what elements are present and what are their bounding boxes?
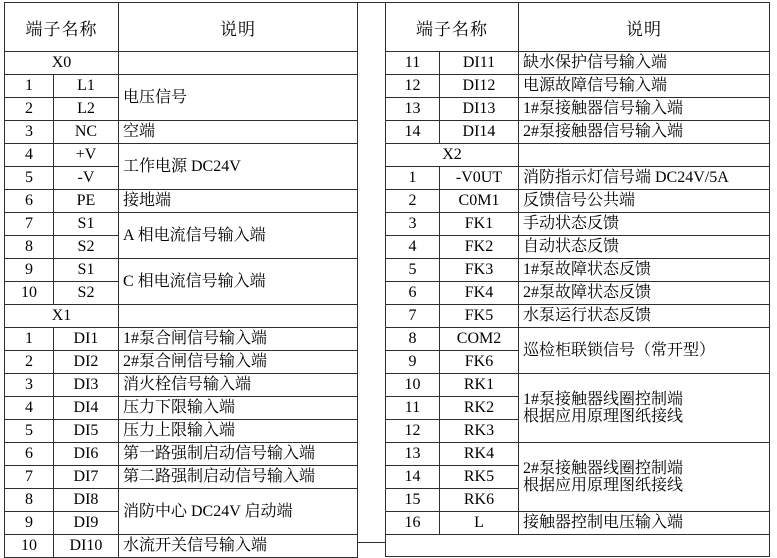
table-row xyxy=(5,75,358,98)
table-row xyxy=(5,121,358,144)
terminal-number: 8 xyxy=(5,489,54,512)
terminal-number: 4 xyxy=(5,144,54,167)
header-row xyxy=(386,3,770,52)
terminal-name: L2 xyxy=(54,98,119,121)
terminal-name: FK1 xyxy=(440,213,519,236)
table-row xyxy=(386,328,770,351)
terminal-name: DI6 xyxy=(54,443,119,466)
terminal-name: C0M1 xyxy=(440,190,519,213)
table-row xyxy=(5,190,358,213)
col-header-terminal-name: 端子名称 xyxy=(386,3,519,52)
terminal-name: DI3 xyxy=(54,374,119,397)
col-header-description: 说明 xyxy=(519,3,770,52)
terminal-description: 空端 xyxy=(119,121,358,144)
terminal-number: 3 xyxy=(5,374,54,397)
terminal-name: FK6 xyxy=(440,351,519,374)
terminal-name: L xyxy=(440,512,519,535)
terminal-number: 3 xyxy=(5,121,54,144)
terminal-description: 1#泵故障状态反馈 xyxy=(519,259,770,282)
section-row xyxy=(5,305,358,328)
terminal-name: DI11 xyxy=(440,52,519,75)
table-row xyxy=(386,121,770,144)
terminal-number: 4 xyxy=(5,397,54,420)
table-row xyxy=(5,443,358,466)
terminal-name: -V xyxy=(54,167,119,190)
terminal-number: 12 xyxy=(386,420,440,443)
terminal-name: DI9 xyxy=(54,512,119,535)
terminal-number: 9 xyxy=(386,351,440,374)
terminal-description: 1#泵接触器信号输入端 xyxy=(519,98,770,121)
terminal-name: DI7 xyxy=(54,466,119,489)
terminal-name: FK5 xyxy=(440,305,519,328)
empty-cell xyxy=(386,535,770,557)
terminal-description: 电压信号 xyxy=(119,75,358,121)
table-row xyxy=(5,374,358,397)
table-row xyxy=(386,305,770,328)
terminal-name: L1 xyxy=(54,75,119,98)
table-row xyxy=(386,512,770,535)
table-row xyxy=(386,374,770,397)
terminal-description: 电源故障信号输入端 xyxy=(519,75,770,98)
terminal-name: DI13 xyxy=(440,98,519,121)
terminal-description: C 相电流信号输入端 xyxy=(119,259,358,305)
section-row xyxy=(5,52,358,75)
terminal-name: DI8 xyxy=(54,489,119,512)
section-desc-empty xyxy=(519,144,770,167)
terminal-name: DI4 xyxy=(54,397,119,420)
table-row xyxy=(386,190,770,213)
section-label: X2 xyxy=(386,144,519,167)
terminal-name: NC xyxy=(54,121,119,144)
terminal-name: DI14 xyxy=(440,121,519,144)
table-row xyxy=(5,466,358,489)
terminal-name: S2 xyxy=(54,282,119,305)
table-row xyxy=(386,75,770,98)
table-row xyxy=(5,489,358,512)
terminal-number: 8 xyxy=(5,236,54,259)
terminal-number: 1 xyxy=(386,167,440,190)
terminal-description: 手动状态反馈 xyxy=(519,213,770,236)
section-desc-empty xyxy=(119,52,358,75)
terminal-number: 7 xyxy=(386,305,440,328)
section-label: X0 xyxy=(5,52,119,75)
terminal-number: 13 xyxy=(386,98,440,121)
terminal-table-left xyxy=(4,2,358,558)
section-row xyxy=(386,144,770,167)
terminal-name: RK4 xyxy=(440,443,519,466)
terminal-name: S1 xyxy=(54,213,119,236)
col-header-description: 说明 xyxy=(119,3,358,52)
table-row xyxy=(5,259,358,282)
terminal-description: 消防指示灯信号端 DC24V/5A xyxy=(519,167,770,190)
table-row xyxy=(386,213,770,236)
terminal-name: RK1 xyxy=(440,374,519,397)
terminal-name: RK6 xyxy=(440,489,519,512)
table-row xyxy=(386,167,770,190)
terminal-number: 6 xyxy=(386,282,440,305)
terminal-description: 1#泵接触器线圈控制端 根据应用原理图纸接线 xyxy=(519,374,770,443)
terminal-description: 水泵运行状态反馈 xyxy=(519,305,770,328)
terminal-description: 接地端 xyxy=(119,190,358,213)
terminal-number: 5 xyxy=(5,420,54,443)
terminal-description: 反馈信号公共端 xyxy=(519,190,770,213)
terminal-name: FK2 xyxy=(440,236,519,259)
terminal-description: 自动状态反馈 xyxy=(519,236,770,259)
terminal-number: 14 xyxy=(386,466,440,489)
terminal-number: 6 xyxy=(5,190,54,213)
terminal-name: -V0UT xyxy=(440,167,519,190)
terminal-number: 7 xyxy=(5,466,54,489)
terminal-name: DI2 xyxy=(54,351,119,374)
table-row xyxy=(386,236,770,259)
terminal-name: PE xyxy=(54,190,119,213)
terminal-name: DI12 xyxy=(440,75,519,98)
table-row xyxy=(5,351,358,374)
terminal-number: 12 xyxy=(386,75,440,98)
table-row xyxy=(386,443,770,466)
table-row xyxy=(5,213,358,236)
terminal-number: 6 xyxy=(5,443,54,466)
terminal-description: 接触器控制电压输入端 xyxy=(519,512,770,535)
terminal-number: 2 xyxy=(5,98,54,121)
terminal-number: 8 xyxy=(386,328,440,351)
terminal-description: 2#泵合闸信号输入端 xyxy=(119,351,358,374)
table-row xyxy=(5,144,358,167)
table-row xyxy=(5,420,358,443)
terminal-description: 压力上限输入端 xyxy=(119,420,358,443)
terminal-name: DI10 xyxy=(54,535,119,558)
table-gap-divider xyxy=(358,2,385,543)
terminal-number: 14 xyxy=(386,121,440,144)
section-label: X1 xyxy=(5,305,119,328)
terminal-number: 15 xyxy=(386,489,440,512)
terminal-name: RK2 xyxy=(440,397,519,420)
terminal-description: 第二路强制启动信号输入端 xyxy=(119,466,358,489)
terminal-description: 水流开关信号输入端 xyxy=(119,535,358,558)
terminal-description: 2#泵接触器线圈控制端 根据应用原理图纸接线 xyxy=(519,443,770,512)
terminal-description: 消火栓信号输入端 xyxy=(119,374,358,397)
table-row xyxy=(386,259,770,282)
empty-row xyxy=(386,535,770,557)
terminal-name: DI5 xyxy=(54,420,119,443)
terminal-description: 消防中心 DC24V 启动端 xyxy=(119,489,358,535)
terminal-number: 10 xyxy=(386,374,440,397)
table-row xyxy=(386,52,770,75)
terminal-number: 2 xyxy=(386,190,440,213)
terminal-number: 1 xyxy=(5,328,54,351)
terminal-number: 4 xyxy=(386,236,440,259)
table-row xyxy=(5,535,358,558)
terminal-number: 1 xyxy=(5,75,54,98)
terminal-number: 2 xyxy=(5,351,54,374)
terminal-number: 3 xyxy=(386,213,440,236)
terminal-description: 缺水保护信号输入端 xyxy=(519,52,770,75)
terminal-name: RK5 xyxy=(440,466,519,489)
terminal-name: S2 xyxy=(54,236,119,259)
terminal-description: 2#泵故障状态反馈 xyxy=(519,282,770,305)
terminal-table-right xyxy=(385,2,770,557)
terminal-number: 11 xyxy=(386,397,440,420)
terminal-number: 5 xyxy=(5,167,54,190)
terminal-number: 9 xyxy=(5,512,54,535)
table-row xyxy=(5,328,358,351)
table-row xyxy=(5,397,358,420)
terminal-name: FK3 xyxy=(440,259,519,282)
terminal-name: DI1 xyxy=(54,328,119,351)
section-desc-empty xyxy=(119,305,358,328)
terminal-number: 7 xyxy=(5,213,54,236)
terminal-description: 巡检柜联锁信号（常开型） xyxy=(519,328,770,374)
terminal-number: 5 xyxy=(386,259,440,282)
terminal-name: RK3 xyxy=(440,420,519,443)
terminal-number: 10 xyxy=(5,535,54,558)
header-row xyxy=(5,3,358,52)
terminal-description: 工作电源 DC24V xyxy=(119,144,358,190)
terminal-name: +V xyxy=(54,144,119,167)
col-header-terminal-name: 端子名称 xyxy=(5,3,119,52)
terminal-description: 2#泵接触器信号输入端 xyxy=(519,121,770,144)
terminal-number: 11 xyxy=(386,52,440,75)
table-row xyxy=(386,98,770,121)
terminal-number: 9 xyxy=(5,259,54,282)
terminal-description: 1#泵合闸信号输入端 xyxy=(119,328,358,351)
terminal-definition-sheet xyxy=(4,2,770,555)
terminal-name: COM2 xyxy=(440,328,519,351)
terminal-name: FK4 xyxy=(440,282,519,305)
table-row xyxy=(386,282,770,305)
terminal-number: 13 xyxy=(386,443,440,466)
terminal-number: 16 xyxy=(386,512,440,535)
terminal-description: 第一路强制启动信号输入端 xyxy=(119,443,358,466)
terminal-number: 10 xyxy=(5,282,54,305)
terminal-name: S1 xyxy=(54,259,119,282)
terminal-description: A 相电流信号输入端 xyxy=(119,213,358,259)
terminal-description: 压力下限输入端 xyxy=(119,397,358,420)
